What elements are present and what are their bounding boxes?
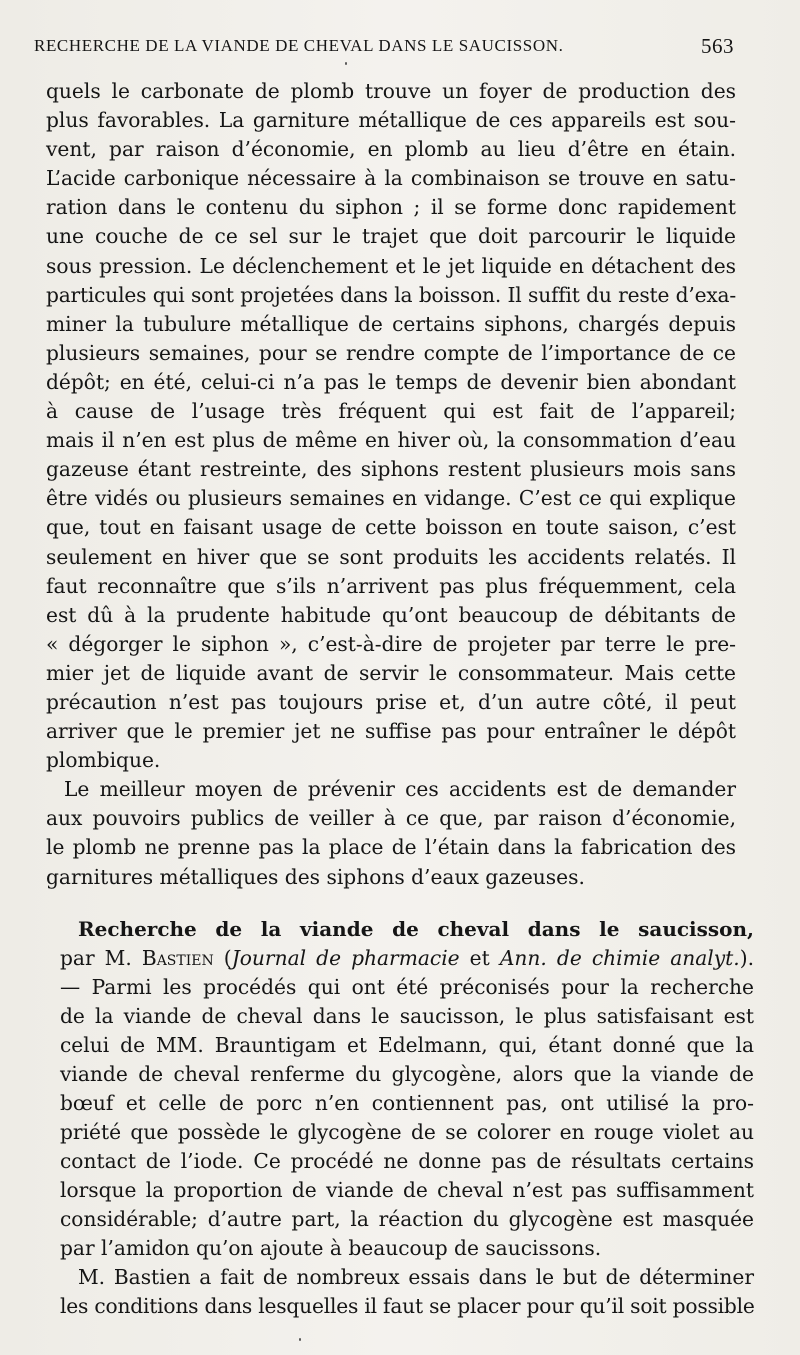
article-title-line xyxy=(60,915,754,944)
print-speck xyxy=(299,1338,301,1341)
journal-name: Ann. de chimie analyt. xyxy=(499,946,740,970)
text-line: L’acide carbonique nécessaire à la combinaison se trouve en satu- xyxy=(46,166,736,191)
text-line: mier jet de liquide avant de servir le consommateur. Mais cette xyxy=(46,660,736,685)
running-header xyxy=(34,36,734,60)
text-line: celui de MM. Brauntigam et Edelmann, qui, étant donné que la xyxy=(60,1033,754,1057)
text-line: est dû à la prudente habitude qu’ont beaucoup de débitants de xyxy=(46,602,736,627)
text-line: considérable; d’autre part, la réaction du glycogène est masquée xyxy=(60,1207,754,1231)
article-title: Recherche de la viande de cheval dans le saucisson, xyxy=(78,917,754,941)
text-line: viande de cheval renferme du glycogène, alors que la viande de xyxy=(60,1062,754,1086)
text-line: plombique. xyxy=(46,748,161,773)
article-byline xyxy=(60,944,754,973)
text-line: vent, par raison d’économie, en plomb au lieu d’être en étain. xyxy=(46,137,736,162)
text-line: plusieurs semaines, pour se rendre compte de l’importance de ce xyxy=(46,340,736,365)
text-line: sous pression. Le déclenchement et le jet liquide en détachent des xyxy=(46,253,736,278)
text-line: M. Bastien a fait de nombreux essais dans le but de déterminer xyxy=(78,1265,754,1289)
text-line: faut reconnaître que s’ils n’arrivent pas plus fréquemment, cela xyxy=(46,573,736,598)
text-line: que, tout en faisant usage de cette boisson en toute saison, c’est xyxy=(46,515,736,540)
text-line: gazeuse étant restreinte, des siphons restent plusieurs mois sans xyxy=(46,457,736,482)
author-name: Bastien xyxy=(141,946,214,970)
text-line: mais il n’en est plus de même en hiver où, la consommation d’eau xyxy=(46,428,736,453)
text-line: le plomb ne prenne pas la place de l’étain dans la fabrication des xyxy=(46,835,736,860)
text-line: « dégorger le siphon », c’est-à-dire de projeter par terre le pre- xyxy=(46,631,736,656)
print-speck xyxy=(345,62,347,65)
text-line: être vidés ou plusieurs semaines en vidange. C’est ce qui explique xyxy=(46,486,736,511)
byline-prefix: par M. xyxy=(60,946,142,970)
text-line: aux pouvoirs publics de veiller à ce que, par raison d’économie, xyxy=(46,806,736,831)
text-line: ration dans le contenu du siphon ; il se forme donc rapidement xyxy=(46,195,736,220)
text-line: une couche de ce sel sur le trajet que doit parcourir le liquide xyxy=(46,224,736,249)
journal-name: Journal de pharmacie xyxy=(231,946,460,970)
text-line: quels le carbonate de plomb trouve un foyer de production des xyxy=(46,79,736,103)
text-line: particules qui sont projetées dans la boisson. Il suffit du reste d’exa- xyxy=(46,282,736,307)
text-line: dépôt; en été, celui-ci n’a pas le temps de devenir bien abondant xyxy=(46,369,736,394)
page-number: 563 xyxy=(701,34,734,58)
text-line: miner la tubulure métallique de certains siphons, chargés depuis xyxy=(46,311,736,336)
text-line: garnitures métalliques des siphons d’eaux gazeuses. xyxy=(46,864,585,889)
running-title: RECHERCHE DE LA VIANDE DE CHEVAL DANS LE SAUCISSON. xyxy=(34,36,564,55)
text-line: Le meilleur moyen de prévenir ces accidents est de demander xyxy=(64,777,736,802)
text-line: plus favorables. La garniture métallique de ces appareils est sou- xyxy=(46,108,736,133)
text-line: précaution n’est pas toujours prise et, d’un autre côté, il peut xyxy=(46,689,736,714)
text-line: les conditions dans lesquelles il faut se placer pour qu’il soit possible xyxy=(60,1294,755,1318)
text-line: à cause de l’usage très fréquent qui est fait de l’appareil; xyxy=(46,399,736,424)
byline-open: ( xyxy=(213,946,232,970)
byline-close: ). xyxy=(739,946,754,970)
text-line: par l’amidon qu’on ajoute à beaucoup de saucissons. xyxy=(60,1236,602,1260)
text-line: arriver que le premier jet ne suffise pas pour entraîner le dépôt xyxy=(46,719,736,744)
text-line: bœuf et celle de porc n’en contiennent pas, ont utilisé la pro- xyxy=(60,1091,754,1115)
text-line: seulement en hiver que se sont produits les accidents relatés. Il xyxy=(46,544,736,569)
text-line: priété que possède le glycogène de se colorer en rouge violet au xyxy=(60,1120,754,1144)
text-line: — Parmi les procédés qui ont été préconisés pour la recherche xyxy=(60,975,754,999)
text-line: de la viande de cheval dans le saucisson, le plus satisfaisant est xyxy=(60,1004,754,1028)
byline-and: et xyxy=(459,946,500,970)
body-text xyxy=(46,77,736,892)
text-line: lorsque la proportion de viande de cheval n’est pas suffisamment xyxy=(60,1178,754,1202)
article-section xyxy=(60,915,754,1321)
text-line: contact de l’iode. Ce procédé ne donne pas de résultats certains xyxy=(60,1149,754,1173)
